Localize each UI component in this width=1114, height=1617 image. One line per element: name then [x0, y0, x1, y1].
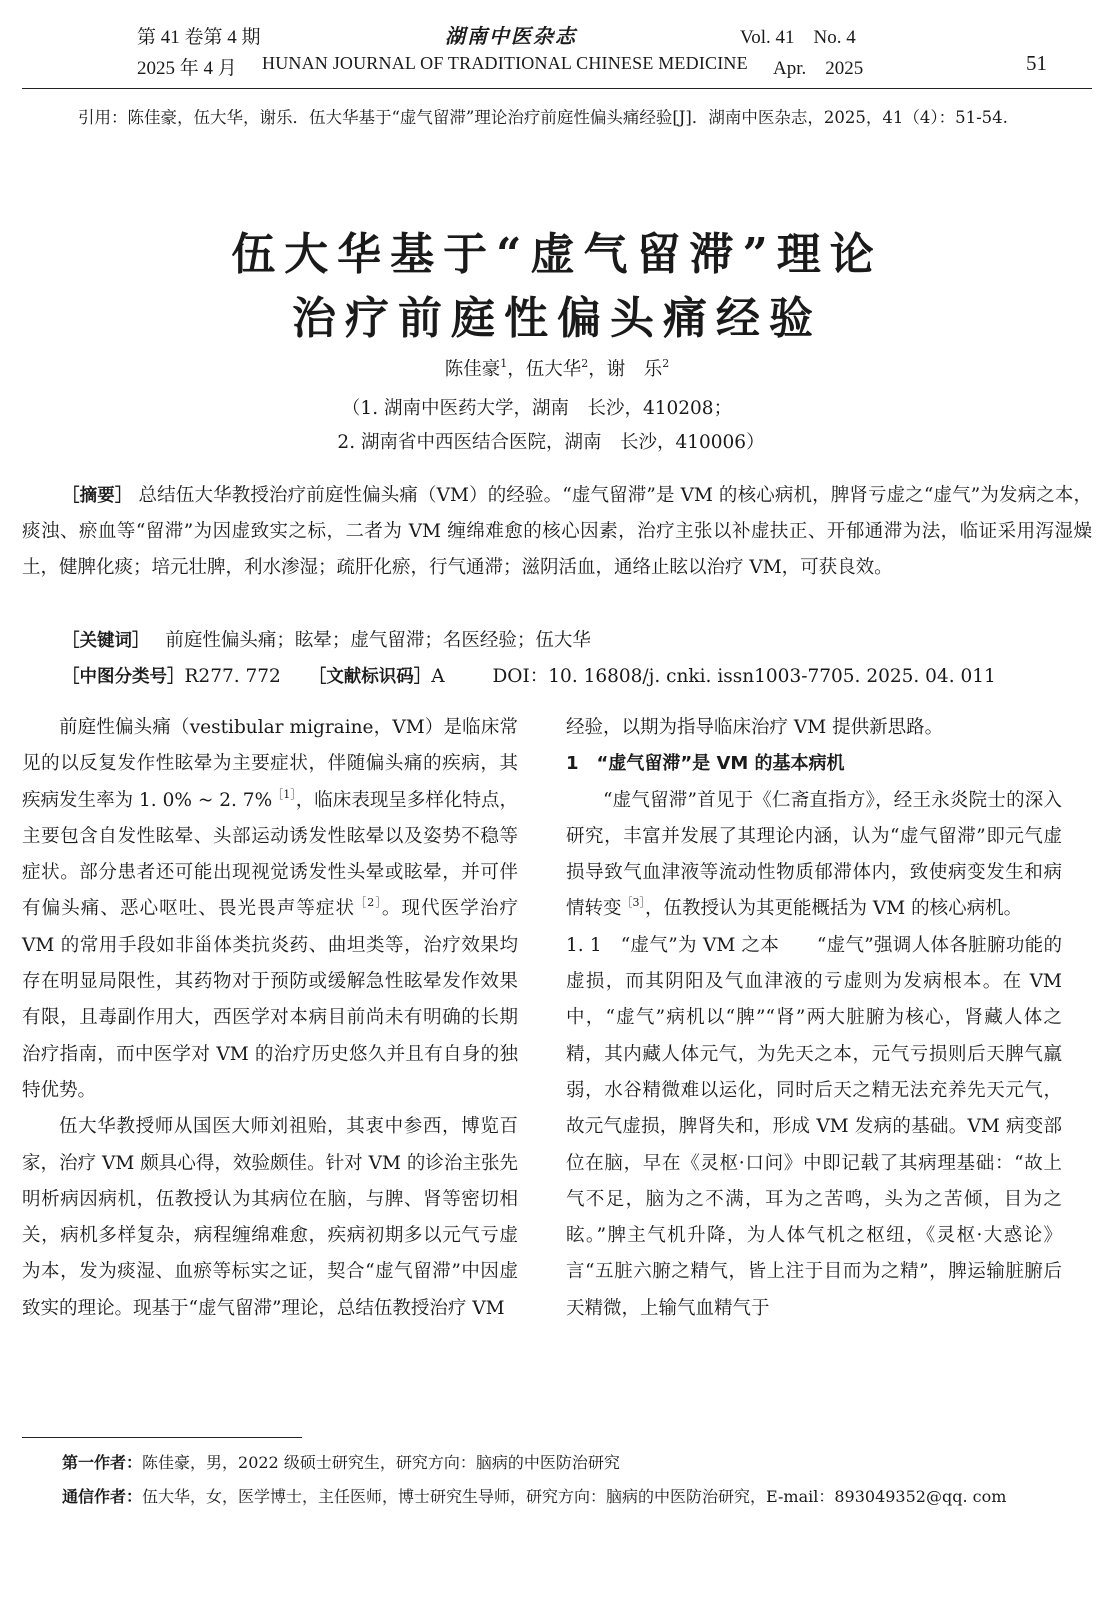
body-right-column — [566, 710, 1062, 1327]
body-text: “虚气”强调人体各脏腑功能的虚损，而其阴阳及气血津液的亏虚则为发病根本。在 VM 中，“虚气”病机以“脾”“肾”两大脏腑为核心，肾藏人体之精，其内藏人体元气，为先天之本，元气亏损则后天脾气羸弱，水谷精微难以运化，同时后天之精无法充养先天元气，故元气虚损，脾肾失和，形成 VM 发病的基础。VM 病变部位在脑，早在《灵枢·口问》中即记载了其病理基础：“故上气不足，脑为之不满，耳为之苦鸣，头为之苦倾，目为之眩。”脾主气机升降，为人体气机之枢纽，《灵枢·大惑论》言“五脏六腑之精气，皆上注于目而为之精”，脾运输脏腑后天精微，上输气血精气于 — [566, 934, 1062, 1319]
reference-marker: ［2］ — [355, 896, 382, 910]
doi: DOI：10. 16808/j. cnki. issn1003-7705. 2025. 04. 011 — [492, 666, 996, 687]
section-heading-1: 1 “虚气留滞”是 VM 的基本病机 — [566, 753, 845, 775]
abstract — [22, 478, 1092, 586]
authors: 陈佳豪$^1$，伍大华$^2$，谢 乐$^2$ — [444, 357, 670, 380]
footnote-label: 通信作者： — [62, 1487, 143, 1506]
body-text: 。现代医学治疗 VM 的常用手段如非甾体类抗炎药、曲坦类等，治疗效果均存在明显局限性，其药物对于预防或缓解急性眩晕发作效果有限，且毒副作用大，西医学对本病目前尚未有明确的长期治疗指南，而中医学对 VM 的治疗历史悠久并且有自身的独特优势。 — [22, 898, 518, 1101]
author-affil-sup: 2 — [662, 357, 670, 370]
author-affil-sup: 1 — [500, 357, 508, 370]
body-paragraph — [566, 783, 1062, 928]
body-paragraph — [566, 928, 1062, 1327]
header-vol-issue-en: Vol. 41 No. 4 — [740, 27, 856, 48]
author-name: 陈佳豪 — [444, 359, 501, 380]
doc-code-value: A — [431, 666, 445, 687]
header-journal-en: HUNAN JOURNAL OF TRADITIONAL CHINESE MEDICINE — [262, 53, 748, 73]
reference-marker: ［3］ — [621, 896, 646, 910]
keywords-label: ［关键词］ — [62, 631, 150, 651]
header-vol-issue-cn: 第 41 卷第 4 期 — [137, 27, 261, 48]
body-left-column — [22, 710, 518, 1327]
footnote-text: 陈佳豪，男，2022 级硕士研究生，研究方向：脑病的中医防治研究 — [142, 1453, 620, 1472]
header-rule — [22, 88, 1092, 89]
footnote-corresponding — [22, 1480, 1084, 1514]
abstract-text: 总结伍大华教授治疗前庭性偏头痛（VM）的经验。“虚气留滞”是 VM 的核心病机，脾肾亏虚之“虚气”为发病之本，痰浊、瘀血等“留滞”为因虚致实之标，二者为 VM 缠绵难愈的核心因素，治疗主张以补虚扶正、开郁通滞为法，临证采用泻湿燥土，健脾化痰；培元壮脾，利水渗湿；疏肝化瘀，行气通滞；滋阴活血，通络止眩以治疗 VM，可获良效。 — [22, 485, 1092, 578]
body-paragraph: 经验，以期为指导临床治疗 VM 提供新思路。 — [566, 717, 944, 738]
article-title-line-1: 伍大华基于“虚气留滞”理论 — [231, 229, 883, 280]
journal-logo: 湖南中医杂志 — [445, 24, 577, 48]
citation: 引用：陈佳豪，伍大华，谢乐．伍大华基于“虚气留滞”理论治疗前庭性偏头痛经验[J]．湖南中医杂志，2025，41（4）：51-54. — [78, 108, 1008, 127]
body-text: 前庭性偏头痛（vestibular migraine，VM）是临床常见的以反复发作性眩晕为主要症状，伴随偏头痛的疾病，其疾病发生率为 1. 0% ~ 2. 7% — [22, 717, 518, 811]
body-text: ，临床表现呈多样化特点，主要包含自发性眩晕、头部运动诱发性眩晕以及姿势不稳等症状。部分患者还可能出现视觉诱发性头晕或眩晕，并可伴有偏头痛、恶心呕吐、畏光畏声等症状 — [22, 789, 518, 920]
footnote-text: 伍大华，女，医学博士，主任医师，博士研究生导师，研究方向：脑病的中医防治研究，E-mail：893049352@qq. com — [142, 1487, 1007, 1506]
affiliation-2: 2. 湖南省中西医结合医院，湖南 长沙，410006） — [337, 432, 765, 453]
author-name: 谢 乐 — [606, 359, 663, 380]
abstract-label: ［摘要］ — [62, 486, 133, 506]
classification — [62, 662, 996, 688]
body-paragraph: 伍大华教授师从国医大师刘祖贻，其衷中参西，博览百家，治疗 VM 颇具心得，效验颇佳。针对 VM 的诊治主张先明析病因病机，伍教授认为其病位在脑，与脾、肾等密切相关，病机多样复杂，病程缠绵难愈，疾病初期多以元气亏虚为本，发为痰湿、血瘀等标实之证，契合“虚气留滞”中因虚致实的理论。现基于“虚气留滞”理论，总结伍教授治疗 VM — [22, 1116, 518, 1319]
reference-marker: ［1］ — [272, 787, 296, 801]
affiliation-1: （1. 湖南中医药大学，湖南 长沙，410208； — [341, 398, 733, 419]
footnote-first-author — [22, 1446, 1092, 1480]
keywords — [62, 626, 591, 652]
keywords-text: 前庭性偏头痛；眩晕；虚气留滞；名医经验；伍大华 — [165, 630, 591, 651]
clc-value: R277. 772 — [184, 666, 281, 687]
article-title-line-2: 治疗前庭性偏头痛经验 — [292, 293, 822, 344]
body-paragraph — [22, 710, 518, 1109]
body-text: ，伍教授认为其更能概括为 VM 的核心病机。 — [645, 898, 1023, 920]
body-text: “虚气留滞”首见于《仁斋直指方》，经王永炎院士的深入研究，丰富并发展了其理论内涵，认为“虚气留滞”即元气虚损导致气血津液等流动性物质郁滞体内，致使病变发生和病情转变 — [566, 789, 1062, 920]
author-affil-sup: 2 — [581, 357, 589, 370]
section-heading-1-1: 1. 1 “虚气”为 VM 之本 — [566, 934, 780, 956]
doc-code-label: ［文献标识码］ — [308, 667, 432, 687]
author-name: 伍大华 — [525, 359, 582, 380]
footnote-rule — [22, 1437, 302, 1438]
header-date-en: Apr. 2025 — [773, 58, 864, 79]
clc-label: ［中图分类号］ — [62, 667, 185, 687]
footnote-label: 第一作者： — [62, 1453, 143, 1472]
page-number: 51 — [1026, 51, 1047, 75]
header-date-cn: 2025 年 4 月 — [137, 58, 237, 79]
